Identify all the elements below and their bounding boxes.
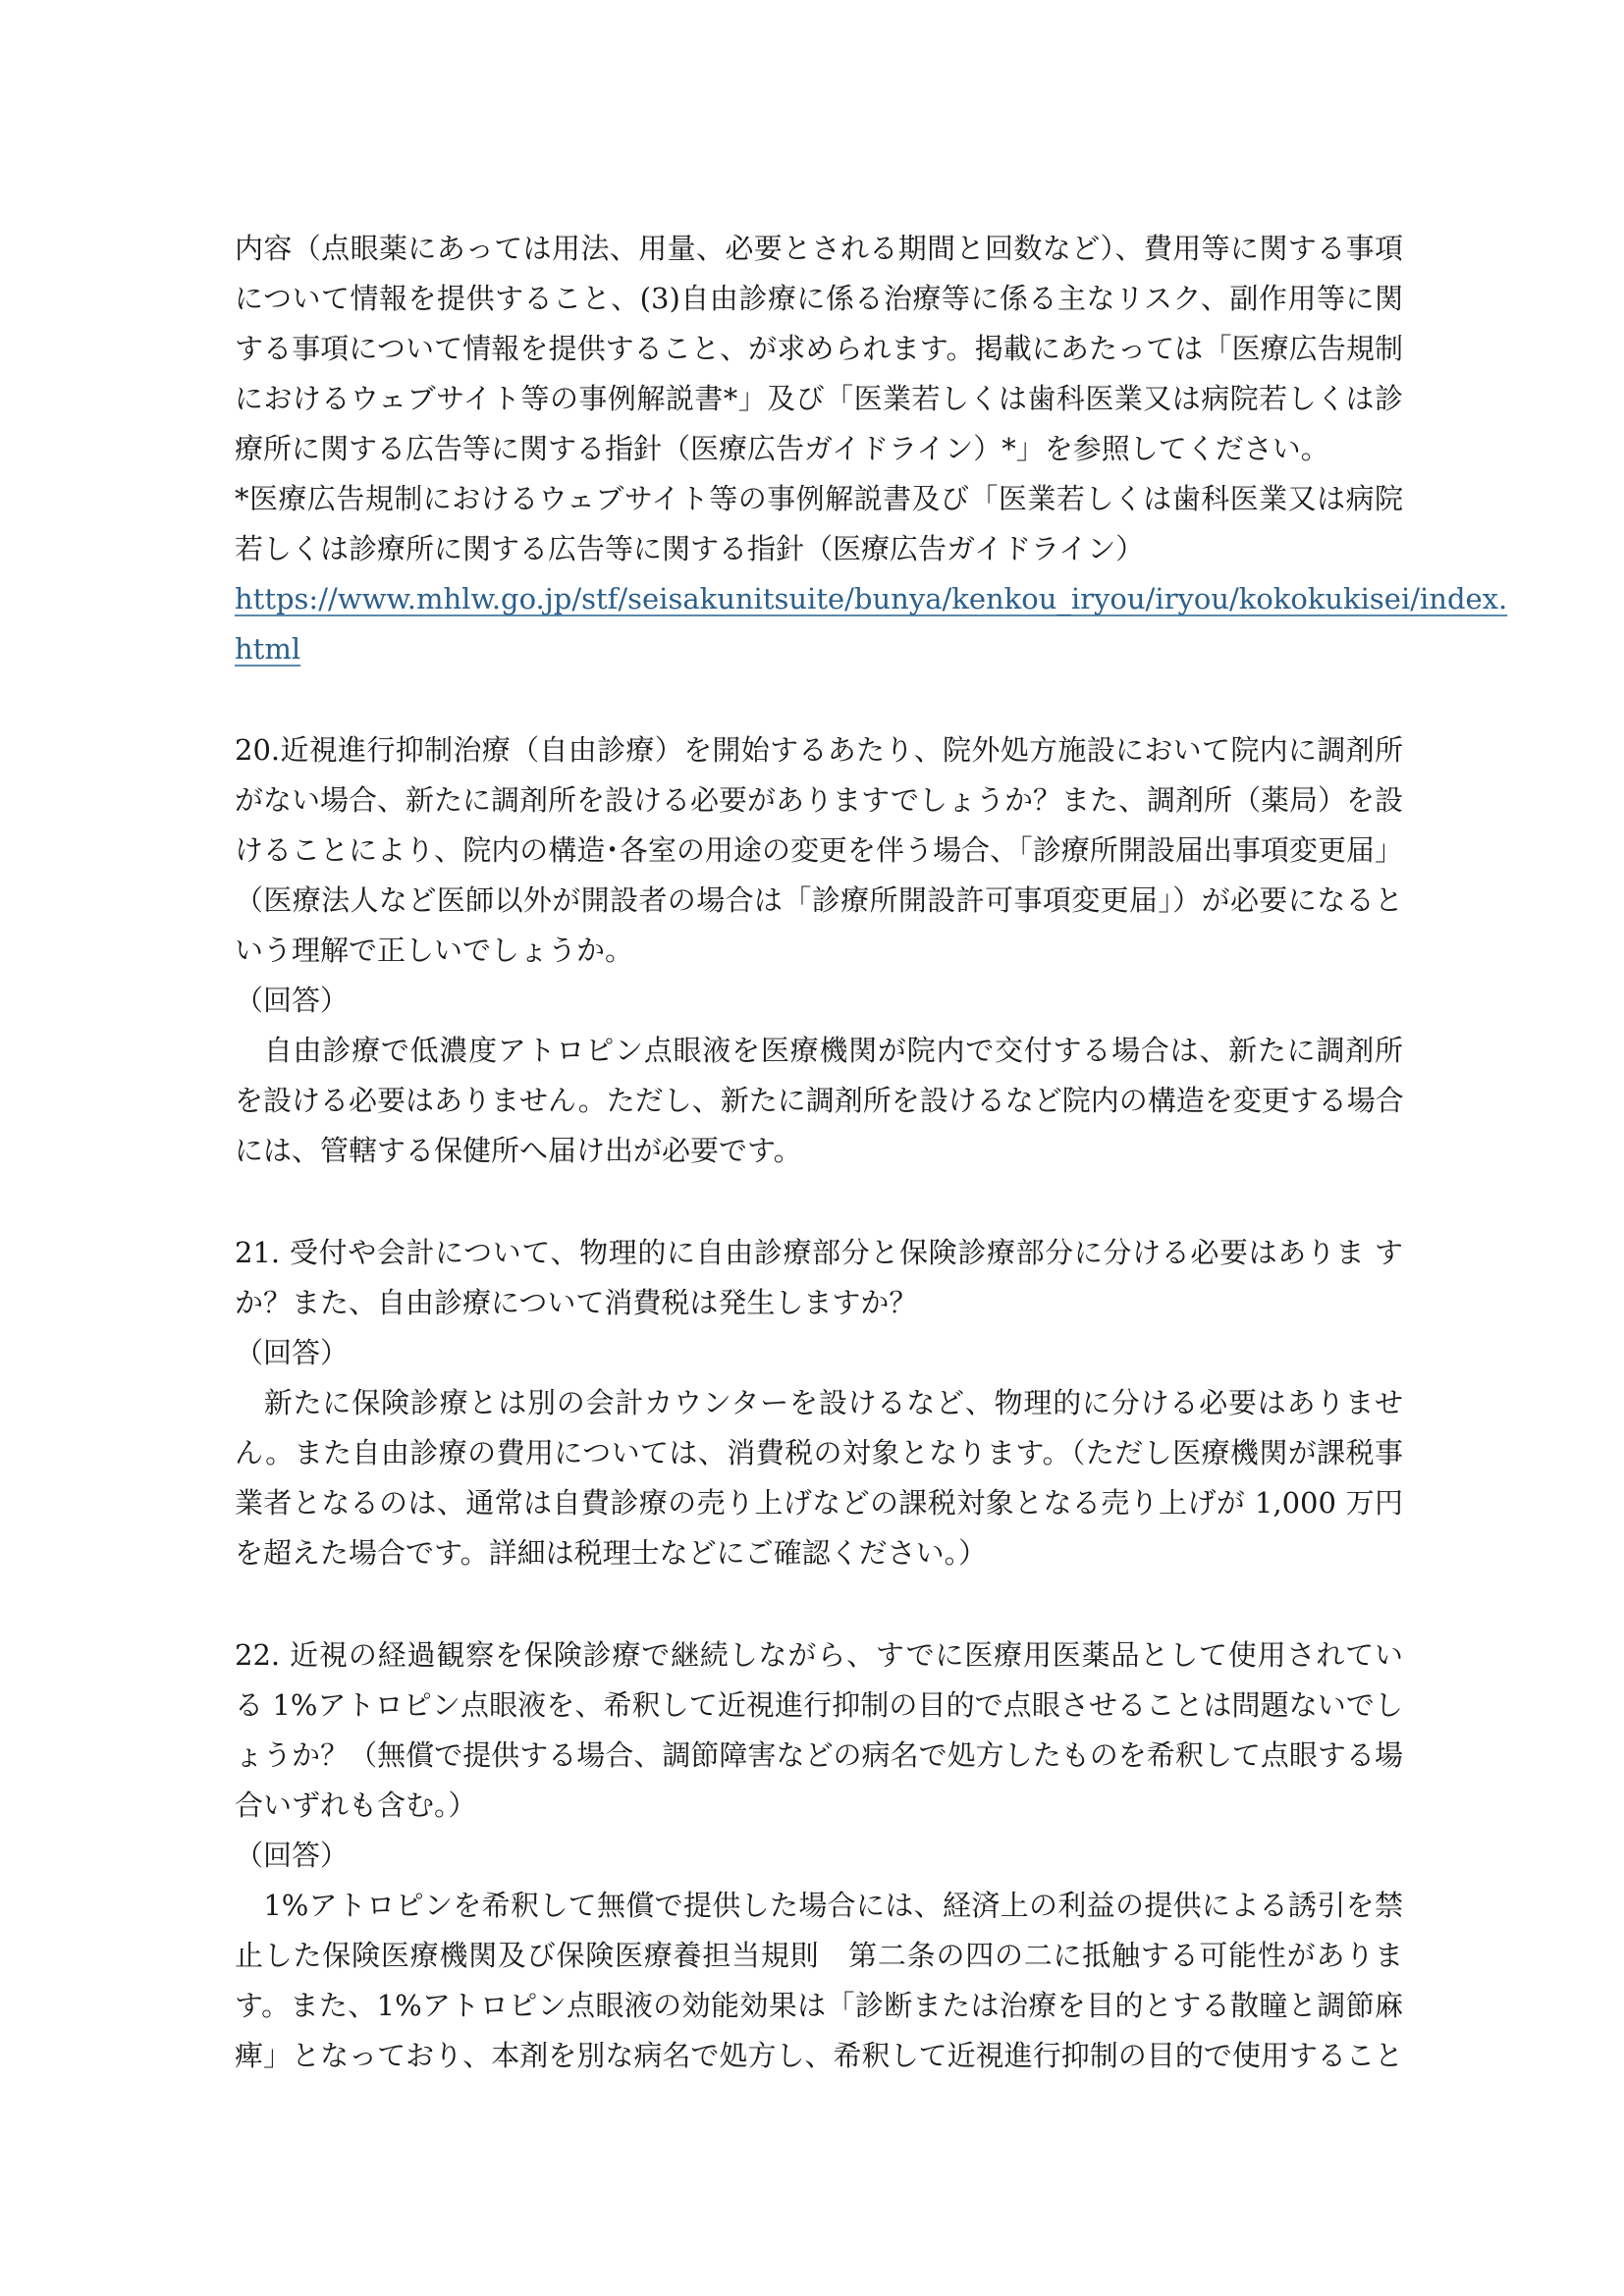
question-line: （医療法人など医師以外が開設者の場合は「診療所開設許可事項変更届」）が必要になると <box>235 883 1403 917</box>
answer-line: ん。また自由診療の費用については、消費税の対象となります。（ただし医療機関が課税事 <box>235 1436 1403 1469</box>
intro-paragraph <box>235 224 1403 474</box>
qa-item-22 <box>235 1630 1403 2081</box>
answer-label: （回答） <box>235 1839 350 1872</box>
spacer <box>235 674 1403 725</box>
question-line: 合いずれも含む。） <box>235 1789 477 1822</box>
answer-line: 止した保険医療機関及び保険医療養担当規則 第二条の四の二に抵触する可能性がありま <box>235 1939 1403 1972</box>
document-page <box>235 224 1508 2081</box>
text-line: 内容（点眼薬にあっては用法、用量、必要とされる期間と回数など）、費用等に関する事項 <box>235 232 1403 265</box>
text-line: する事項について情報を提供すること、が求められます。掲載にあたっては「医療広告規制 <box>235 332 1403 365</box>
answer-line: には、管轄する保健所へ届け出が必要です。 <box>235 1134 802 1167</box>
question-line: ょうか？（無償で提供する場合、調節障害などの病名で処方したものを希釈して点眼する場 <box>235 1738 1403 1772</box>
answer-line: 業者となるのは、通常は自費診療の売り上げなどの課税対象となる売り上げが 1,000 万円 <box>235 1486 1403 1520</box>
answer-line: す。また、1%アトロピン点眼液の効能効果は「診断または治療を目的とする散瞳と調節麻 <box>235 1989 1403 2022</box>
footnote-line: 若しくは診療所に関する広告等に関する指針（医療広告ガイドライン） <box>235 532 1145 565</box>
answer-line: 痺」となっており、本剤を別な病名で処方し、希釈して近視進行抑制の目的で使用すること <box>235 2039 1403 2072</box>
answer-line: 1%アトロピンを希釈して無償で提供した場合には、経済上の利益の提供による誘引を禁 <box>235 1889 1403 1922</box>
question-line: いう理解で正しいでしょうか。 <box>235 934 634 967</box>
text-line: 療所に関する広告等に関する指針（医療広告ガイドライン）*」を参照してください。 <box>235 432 1329 465</box>
qa-item-21 <box>235 1228 1403 1578</box>
question-line: 20.近視進行抑制治療（自由診療）を開始するあたり、院外処方施設において院内に調剤所 <box>235 733 1403 767</box>
answer-line: を設ける必要はありません。ただし、新たに調剤所を設けるなど院内の構造を変更する場合 <box>235 1084 1404 1117</box>
reference-url-link[interactable]: https://www.mhlw.go.jp/stf/seisakunitsuite/bunya/kenkou_iryou/iryou/kokokukisei/index. <box>235 582 1508 615</box>
question-line: けることにより、院内の構造･各室の用途の変更を伴う場合、｢診療所開設届出事項変更届」 <box>235 833 1403 867</box>
reference-url-link[interactable]: html <box>235 632 301 666</box>
text-line: について情報を提供すること、(3)自由診療に係る治療等に係る主なリスク、副作用等に関 <box>235 282 1403 315</box>
qa-item-20 <box>235 725 1403 1176</box>
reference-url-line[interactable] <box>235 624 1403 674</box>
text-line: におけるウェブサイト等の事例解説書*」及び「医業若しくは歯科医業又は病院若しくは診 <box>235 382 1403 415</box>
answer-line: を超えた場合です。詳細は税理士などにご確認ください。） <box>235 1536 988 1570</box>
answer-label: （回答） <box>235 1336 350 1369</box>
question-line: る 1%アトロピン点眼液を、希釈して近視進行抑制の目的で点眼させることは問題ないでし <box>235 1688 1403 1722</box>
answer-label: （回答） <box>235 984 350 1017</box>
reference-url-line[interactable] <box>235 574 1508 624</box>
spacer <box>235 1176 1403 1228</box>
answer-line: 新たに保険診療とは別の会計カウンターを設けるなど、物理的に分ける必要はありませ <box>235 1386 1403 1419</box>
question-line: 21. 受付や会計について、物理的に自由診療部分と保険診療部分に分ける必要はありま す <box>235 1236 1403 1269</box>
question-line: か？また、自由診療について消費税は発生しますか？ <box>235 1286 918 1319</box>
footnote <box>235 474 1508 674</box>
question-line: 22. 近視の経過観察を保険診療で継続しながら、すでに医療用医薬品として使用されてい <box>235 1638 1403 1672</box>
footnote-line: *医療広告規制におけるウェブサイト等の事例解説書及び「医業若しくは歯科医業又は病院 <box>235 482 1403 515</box>
answer-line: 自由診療で低濃度アトロピン点眼液を医療機関が院内で交付する場合は、新たに調剤所 <box>235 1034 1403 1067</box>
spacer <box>235 1578 1403 1630</box>
question-line: がない場合、新たに調剤所を設ける必要がありますでしょうか？また、調剤所（薬局）を設 <box>235 783 1403 817</box>
